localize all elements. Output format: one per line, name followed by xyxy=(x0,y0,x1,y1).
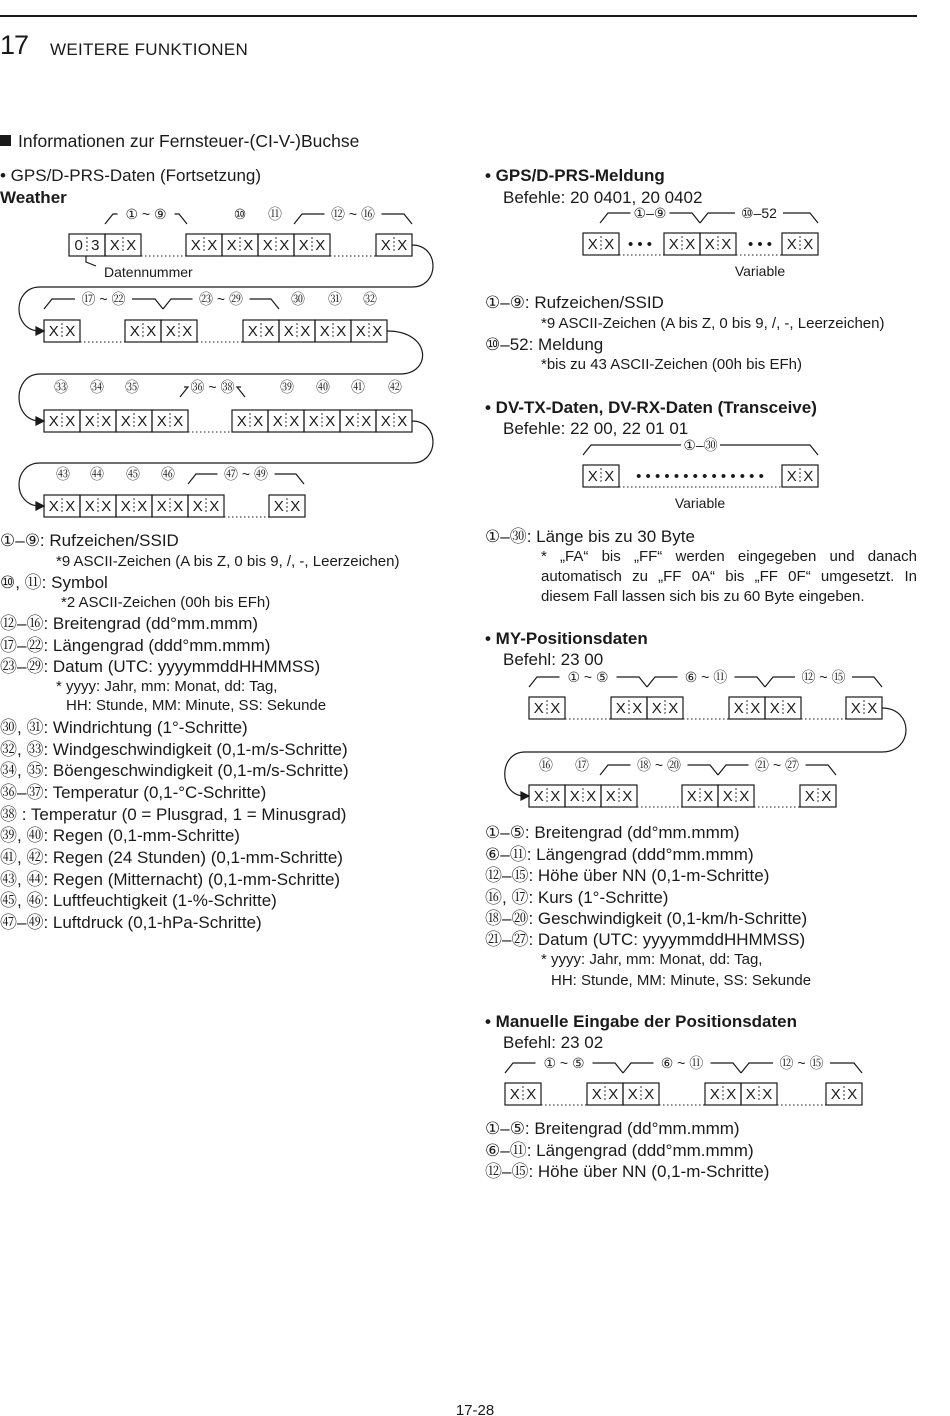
range-bracket xyxy=(294,214,325,224)
byte-digit: X xyxy=(786,236,797,253)
range-label: ⑱ ~ ⑳ xyxy=(637,757,681,773)
my-position-title: • MY-Positionsdaten xyxy=(485,629,648,648)
data-number-pointer xyxy=(86,256,96,266)
byte-digit: X xyxy=(745,1086,756,1103)
range-bracket xyxy=(600,213,631,223)
connector-line xyxy=(505,708,906,796)
byte-digit: X xyxy=(685,236,696,253)
my-position-note-1: * yyyy: Jahr, mm: Monat, dd: Tag, xyxy=(541,951,763,968)
weather-legend-line: ㊺, ㊻: Luftfeuchtigkeit (1-%-Schritte) xyxy=(0,891,277,910)
byte-digit: X xyxy=(803,236,814,253)
range-bracket xyxy=(105,214,118,224)
weather-legend-line: ⑫–⑯: Breitengrad (dd°mm.mmm) xyxy=(0,614,259,633)
range-label: ⑩–52 xyxy=(741,205,777,221)
my-position-note-2: HH: Stunde, MM: Minute, SS: Sekunde xyxy=(551,972,812,989)
range-bracket xyxy=(623,1063,654,1073)
byte-digit: X xyxy=(550,788,561,805)
range-label: ①–㉚ xyxy=(683,437,718,453)
byte-digit: X xyxy=(786,468,797,485)
field-number: ㊴ xyxy=(280,379,294,395)
byte-digit: X xyxy=(615,700,626,717)
range-bracket xyxy=(670,213,701,223)
range-label: ① ~ ⑤ xyxy=(543,1055,585,1071)
byte-digit: X xyxy=(273,498,284,515)
byte-digit: X xyxy=(253,413,264,430)
byte-digit: X xyxy=(308,413,319,430)
range-bracket xyxy=(275,474,305,484)
gps-message-note-1: *9 ASCII-Zeichen (A bis Z, 0 bis 9, /, -, Leerzeichen) xyxy=(541,315,885,332)
field-number: ㊷ xyxy=(388,379,402,395)
byte-digit: X xyxy=(726,1086,737,1103)
byte-digit: X xyxy=(264,323,275,340)
range-bracket xyxy=(688,765,719,775)
byte-digit: X xyxy=(604,468,615,485)
byte-digit: X xyxy=(137,413,148,430)
gps-message-legend-1: ①–⑨: Rufzeichen/SSID xyxy=(485,293,664,312)
range-bracket xyxy=(647,677,678,687)
byte-digit: X xyxy=(709,1086,720,1103)
byte-digit: X xyxy=(65,323,76,340)
byte-digit: X xyxy=(569,788,580,805)
gps-continued-heading: • GPS/D-PRS-Daten (Fortsetzung) xyxy=(0,166,262,185)
field-number: ㊻ xyxy=(161,466,175,482)
range-bracket xyxy=(44,299,75,309)
dv-data-note: * „FA“ bis „FF“ werden eingegeben und danach automatisch zu „FF 0A“ bis „FF 0F“ umgesetzt. In diesem Fall lassen sich bis zu 60 Byte eingeben. xyxy=(541,548,917,605)
byte-digit: X xyxy=(146,323,157,340)
weather-legend-line: *9 ASCII-Zeichen (A bis Z, 0 bis 9, /, -, Leerzeichen) xyxy=(56,553,400,570)
byte-digit: X xyxy=(721,236,732,253)
byte-digit: X xyxy=(668,700,679,717)
byte-digit: X xyxy=(769,700,780,717)
arrow-head-icon xyxy=(521,792,529,800)
byte-digit: X xyxy=(804,788,815,805)
byte-digit: X xyxy=(627,1086,638,1103)
range-bracket xyxy=(617,677,648,687)
byte-digit: X xyxy=(247,323,258,340)
byte-digit: X xyxy=(355,323,366,340)
byte-digit: X xyxy=(668,236,679,253)
byte-digit: X xyxy=(182,323,193,340)
arrow-head-icon xyxy=(36,327,44,335)
gps-message-command: Befehle: 20 0401, 20 0402 xyxy=(503,188,703,207)
range-bracket xyxy=(175,214,188,224)
range-label: ① ~ ⑨ xyxy=(125,206,167,222)
connector-line xyxy=(19,245,433,331)
range-bracket xyxy=(700,213,735,223)
byte-digit: X xyxy=(605,788,616,805)
byte-digit: X xyxy=(380,413,391,430)
dv-data-title: • DV-TX-Daten, DV-RX-Daten (Transceive) xyxy=(485,398,817,417)
byte-digit: X xyxy=(192,498,203,515)
field-number: ㉞ xyxy=(90,379,104,395)
byte-digit: X xyxy=(325,413,336,430)
manual-position-legend-line: ⑫–⑮: Höhe über NN (0,1-m-Schritte) xyxy=(485,1162,770,1181)
data-number-label: Datennummer xyxy=(104,264,193,280)
byte-digit: 3 xyxy=(91,237,100,254)
byte-digit: X xyxy=(722,788,733,805)
weather-legend-line: ㊶, ㊷: Regen (24 Stunden) (0,1-mm-Schritte) xyxy=(0,848,343,867)
my-position-legend-line: ⑯, ⑰: Kurs (1°-Schritte) xyxy=(485,888,669,907)
range-bracket xyxy=(382,214,413,224)
weather-legend-line: ㊱–㊲: Temperatur (0,1-°C-Schritte) xyxy=(0,783,267,802)
byte-digit: X xyxy=(733,700,744,717)
byte-digit: X xyxy=(703,788,714,805)
byte-digit: X xyxy=(48,413,59,430)
byte-digit: X xyxy=(361,413,372,430)
byte-digit: X xyxy=(243,237,254,254)
byte-digit: X xyxy=(289,413,300,430)
byte-digit: X xyxy=(262,237,273,254)
byte-digit: X xyxy=(622,788,633,805)
byte-digit: X xyxy=(120,413,131,430)
byte-digit: X xyxy=(380,237,391,254)
byte-digit: X xyxy=(586,788,597,805)
range-bracket xyxy=(783,213,818,223)
weather-legend-line: HH: Stunde, MM: Minute, SS: Sekunde xyxy=(66,697,327,714)
byte-digit: X xyxy=(651,700,662,717)
byte-digit: X xyxy=(283,323,294,340)
my-position-legend-line: ㉑–㉗: Datum (UTC: yyyymmddHHMMSS) xyxy=(485,930,806,949)
byte-digit: X xyxy=(226,237,237,254)
weather-legend-line: ㊳ : Temperatur (0 = Plusgrad, 1 = Minusgrad) xyxy=(0,805,347,824)
byte-digit: X xyxy=(372,323,383,340)
byte-digit: X xyxy=(315,237,326,254)
byte-digit: X xyxy=(526,1086,537,1103)
byte-digit: X xyxy=(803,468,814,485)
field-number: ㊶ xyxy=(351,379,365,395)
ellipsis: • • • xyxy=(627,236,653,253)
weather-legend-line: ㊸, ㊹: Regen (Mitternacht) (0,1-mm-Schritte) xyxy=(0,870,341,889)
byte-digit: X xyxy=(101,413,112,430)
byte-digit: X xyxy=(101,498,112,515)
range-bracket xyxy=(237,387,245,397)
ellipsis: • • • • • • • • • • • • • • xyxy=(636,468,764,485)
byte-digit: X xyxy=(156,413,167,430)
byte-digit: X xyxy=(109,237,120,254)
range-bracket xyxy=(852,677,882,687)
ellipsis: • • • xyxy=(747,236,773,253)
byte-digit: X xyxy=(608,1086,619,1103)
range-bracket xyxy=(188,474,218,484)
range-label: ⑫ ~ ⑮ xyxy=(779,1055,824,1071)
byte-digit: 0 xyxy=(74,237,83,254)
chapter-title: WEITERE FUNKTIONEN xyxy=(50,40,249,59)
byte-digit: X xyxy=(209,498,220,515)
byte-digit: X xyxy=(604,236,615,253)
connector-line xyxy=(19,421,433,506)
field-number: ㉚ xyxy=(291,291,305,307)
field-number: ㉝ xyxy=(54,379,68,395)
byte-digit: X xyxy=(156,498,167,515)
byte-digit: X xyxy=(48,323,59,340)
byte-digit: X xyxy=(165,323,176,340)
my-position-legend-line: ⑫–⑮: Höhe über NN (0,1-m-Schritte) xyxy=(485,866,770,885)
field-number: ⑯ xyxy=(539,757,553,773)
weather-legend-line: ㉞, ㉟: Böengeschwindigkeit (0,1-m/s-Schritte) xyxy=(0,761,349,780)
range-label: ⑥ ~ ⑪ xyxy=(684,669,728,685)
gps-message-title: • GPS/D-PRS-Meldung xyxy=(485,166,665,185)
range-bracket xyxy=(505,1063,536,1073)
byte-digit: X xyxy=(344,413,355,430)
variable-label: Variable xyxy=(674,495,726,511)
weather-legend-line: ⑰–㉒: Längengrad (ddd°mm.mmm) xyxy=(0,636,271,655)
range-bracket xyxy=(741,1063,773,1073)
field-number: ㊺ xyxy=(126,466,140,482)
range-bracket xyxy=(720,445,818,455)
range-bracket xyxy=(250,299,280,309)
byte-digit: X xyxy=(279,237,290,254)
byte-digit: X xyxy=(591,1086,602,1103)
byte-digit: X xyxy=(550,700,561,717)
arrow-head-icon xyxy=(36,417,44,425)
field-number: ⑰ xyxy=(575,757,589,773)
range-label: ㉓ ~ ㉙ xyxy=(199,291,243,307)
weather-legend-line: * yyyy: Jahr, mm: Monat, dd: Tag, xyxy=(56,678,278,695)
field-number: ㊵ xyxy=(316,379,330,395)
byte-digit: X xyxy=(298,237,309,254)
range-bracket xyxy=(735,677,766,687)
byte-digit: X xyxy=(821,788,832,805)
byte-digit: X xyxy=(533,788,544,805)
byte-digit: X xyxy=(137,498,148,515)
range-bracket xyxy=(132,299,163,309)
byte-digit: X xyxy=(336,323,347,340)
gps-message-note-2: *bis zu 43 ASCII-Zeichen (00h bis EFh) xyxy=(541,356,802,373)
field-number: ⑪ xyxy=(268,206,282,222)
range-bracket xyxy=(711,1063,742,1073)
range-bracket xyxy=(718,765,749,775)
byte-digit: X xyxy=(48,498,59,515)
range-bracket xyxy=(583,445,681,455)
byte-digit: X xyxy=(397,413,408,430)
my-position-command: Befehl: 23 00 xyxy=(503,650,604,669)
field-number: ㉜ xyxy=(363,291,377,307)
byte-digit: X xyxy=(65,498,76,515)
byte-digit: X xyxy=(300,323,311,340)
byte-digit: X xyxy=(190,237,201,254)
manual-position-legend-line: ⑥–⑪: Längengrad (ddd°mm.mmm) xyxy=(485,1141,754,1160)
page-number: 17-28 xyxy=(455,1402,495,1416)
byte-digit: X xyxy=(762,1086,773,1103)
byte-digit: X xyxy=(632,700,643,717)
byte-digit: X xyxy=(272,413,283,430)
range-bracket xyxy=(765,677,795,687)
range-bracket xyxy=(830,1063,862,1073)
byte-digit: X xyxy=(319,323,330,340)
byte-digit: X xyxy=(830,1086,841,1103)
gps-message-legend-2: ⑩–52: Meldung xyxy=(485,335,604,354)
range-bracket xyxy=(806,765,837,775)
dv-data-command: Befehle: 22 00, 22 01 01 xyxy=(503,419,689,438)
weather-legend-line: ⑩, ⑪: Symbol xyxy=(0,573,108,592)
byte-digit: X xyxy=(120,498,131,515)
my-position-legend-line: ①–⑤: Breitengrad (dd°mm.mmm) xyxy=(485,823,740,842)
weather-legend-line: ㉓–㉙: Datum (UTC: yyyymmddHHMMSS) xyxy=(0,657,321,676)
dv-data-legend: ①–㉚: Länge bis zu 30 Byte xyxy=(485,527,695,546)
range-label: ①–⑨ xyxy=(633,205,667,221)
byte-digit: X xyxy=(173,413,184,430)
connector-line xyxy=(19,331,423,421)
range-label: ㊱ ~ ㊳ xyxy=(190,379,235,395)
byte-digit: X xyxy=(207,237,218,254)
byte-digit: X xyxy=(750,700,761,717)
my-position-legend-line: ⑥–⑪: Längengrad (ddd°mm.mmm) xyxy=(485,845,754,864)
range-bracket xyxy=(600,765,631,775)
field-number: ⑩ xyxy=(233,206,247,222)
byte-digit: X xyxy=(739,788,750,805)
byte-digit: X xyxy=(129,323,140,340)
range-bracket xyxy=(593,1063,624,1073)
range-label: ⑥ ~ ⑪ xyxy=(660,1055,704,1071)
byte-digit: X xyxy=(509,1086,520,1103)
weather-legend-line: *2 ASCII-Zeichen (00h bis EFh) xyxy=(61,594,271,611)
weather-legend-line: ㉚, ㉛: Windrichtung (1°-Schritte) xyxy=(0,718,248,737)
range-label: ㊼ ~ ㊾ xyxy=(224,466,268,482)
byte-digit: X xyxy=(644,1086,655,1103)
byte-digit: X xyxy=(850,700,861,717)
section-title: Informationen zur Fernsteuer-(CI-V-)Buchse xyxy=(0,131,359,152)
byte-digit: X xyxy=(126,237,137,254)
byte-digit: X xyxy=(786,700,797,717)
range-bracket xyxy=(529,677,560,687)
byte-digit: X xyxy=(686,788,697,805)
field-number: ㉛ xyxy=(328,291,342,307)
byte-digit: X xyxy=(847,1086,858,1103)
field-number: ㊹ xyxy=(90,466,104,482)
byte-digit: X xyxy=(704,236,715,253)
manual-position-legend-line: ①–⑤: Breitengrad (dd°mm.mmm) xyxy=(485,1119,740,1138)
weather-title: Weather xyxy=(0,188,67,207)
byte-digit: X xyxy=(84,498,95,515)
byte-digit: X xyxy=(533,700,544,717)
variable-label: Variable xyxy=(734,263,786,279)
byte-digit: X xyxy=(587,468,598,485)
range-bracket xyxy=(163,299,193,309)
byte-digit: X xyxy=(397,237,408,254)
my-position-legend-line: ⑱–⑳: Geschwindigkeit (0,1-km/h-Schritte) xyxy=(485,909,808,928)
byte-digit: X xyxy=(65,413,76,430)
range-label: ⑰ ~ ㉒ xyxy=(81,291,126,307)
field-number: ㉟ xyxy=(125,379,139,395)
arrow-head-icon xyxy=(36,502,44,510)
range-label: ㉑ ~ ㉗ xyxy=(755,757,799,773)
byte-digit: X xyxy=(290,498,301,515)
range-label: ⑫ ~ ⑯ xyxy=(331,206,375,222)
byte-digit: X xyxy=(173,498,184,515)
byte-digit: X xyxy=(84,413,95,430)
range-label: ① ~ ⑤ xyxy=(567,669,609,685)
range-label: ⑫ ~ ⑮ xyxy=(801,669,846,685)
byte-digit: X xyxy=(867,700,878,717)
field-number: ㊸ xyxy=(56,466,70,482)
byte-digit: X xyxy=(587,236,598,253)
weather-legend-line: ①–⑨: Rufzeichen/SSID xyxy=(0,531,179,550)
weather-legend-line: ㊴, ㊵: Regen (0,1-mm-Schritte) xyxy=(0,826,240,845)
weather-legend-line: ㊼–㊾: Luftdruck (0,1-hPa-Schritte) xyxy=(0,913,262,932)
byte-digit: X xyxy=(236,413,247,430)
manual-position-title: • Manuelle Eingabe der Positionsdaten xyxy=(485,1012,798,1031)
weather-legend-line: ㉜, ㉝: Windgeschwindigkeit (0,1-m/s-Schritte) xyxy=(0,740,348,759)
range-bracket xyxy=(180,387,188,397)
manual-position-command: Befehl: 23 02 xyxy=(503,1033,604,1052)
chapter-number: 17 xyxy=(0,30,29,60)
